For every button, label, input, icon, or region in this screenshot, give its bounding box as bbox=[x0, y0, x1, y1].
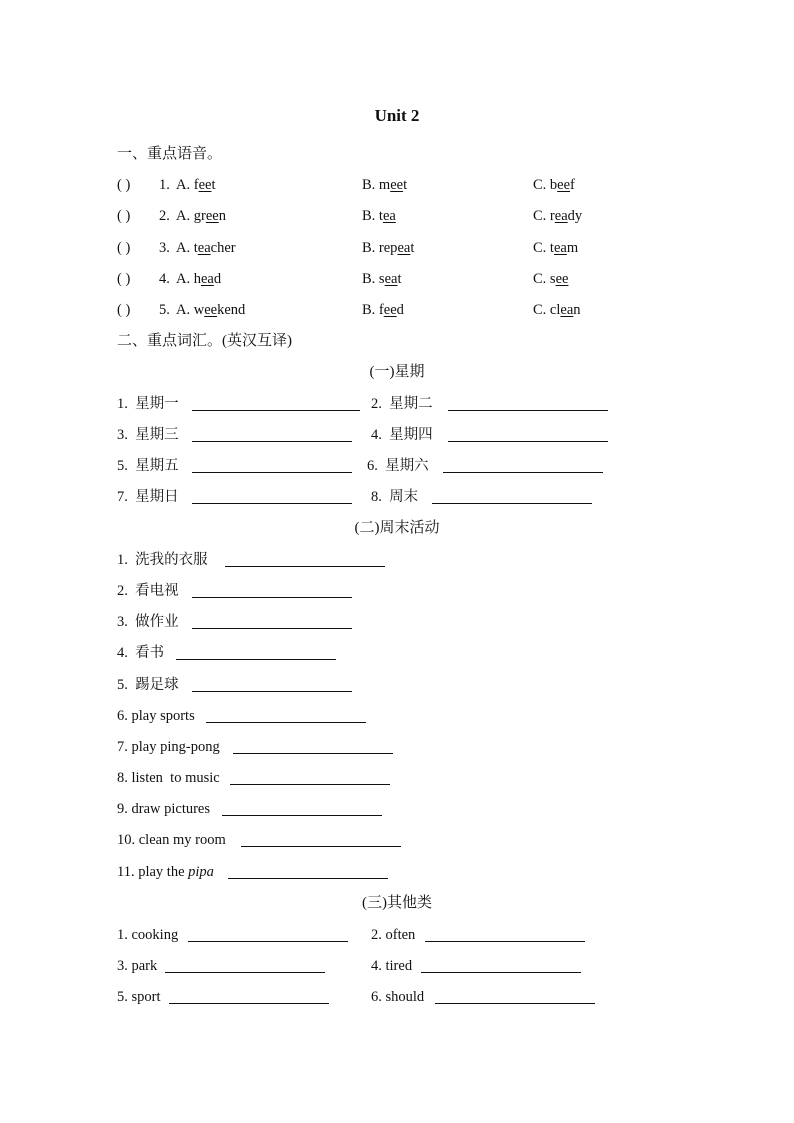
answer-blank[interactable] bbox=[165, 972, 325, 973]
answer-blank[interactable] bbox=[432, 503, 592, 504]
answer-blank[interactable] bbox=[228, 878, 388, 879]
answer-blank[interactable] bbox=[222, 815, 382, 816]
answer-bracket[interactable]: ( ) bbox=[117, 177, 131, 193]
vocab-item: 1. 洗我的衣服 bbox=[117, 552, 208, 568]
vocab-item: 7. 星期日 bbox=[117, 489, 179, 505]
answer-blank[interactable] bbox=[192, 628, 352, 629]
answer-blank[interactable] bbox=[225, 566, 385, 567]
option-a: A. feet bbox=[176, 177, 216, 193]
question-number: 1. bbox=[159, 177, 170, 193]
subsection-title-others: (三)其他类 bbox=[362, 895, 432, 911]
answer-blank[interactable] bbox=[448, 410, 608, 411]
answer-blank[interactable] bbox=[425, 941, 585, 942]
option-b: B. feed bbox=[362, 302, 404, 318]
question-number: 3. bbox=[159, 240, 170, 256]
answer-blank[interactable] bbox=[448, 441, 608, 442]
vocab-item: 2. 星期二 bbox=[371, 396, 433, 412]
answer-blank[interactable] bbox=[435, 1003, 595, 1004]
vocab-item: 6. 星期六 bbox=[367, 458, 429, 474]
vocab-item: 10. clean my room bbox=[117, 832, 226, 848]
answer-blank[interactable] bbox=[188, 941, 348, 942]
answer-blank[interactable] bbox=[241, 846, 401, 847]
vocab-item: 2. 看电视 bbox=[117, 583, 179, 599]
section-heading-vocabulary: 二、重点词汇。(英汉互译) bbox=[117, 333, 292, 349]
answer-blank[interactable] bbox=[176, 659, 336, 660]
option-a: A. head bbox=[176, 271, 222, 287]
option-c: C. team bbox=[533, 240, 579, 256]
vocab-item: 7. play ping-pong bbox=[117, 739, 220, 755]
vocab-item: 8. 周末 bbox=[371, 489, 419, 505]
answer-blank[interactable] bbox=[443, 472, 603, 473]
option-c: C. beef bbox=[533, 177, 575, 193]
answer-bracket[interactable]: ( ) bbox=[117, 240, 131, 256]
vocab-item: 6. play sports bbox=[117, 708, 195, 724]
answer-bracket[interactable]: ( ) bbox=[117, 302, 131, 318]
answer-blank[interactable] bbox=[192, 410, 360, 411]
vocab-item: 1. cooking bbox=[117, 927, 179, 943]
option-a: A. green bbox=[176, 208, 226, 224]
vocab-item: 5. 踢足球 bbox=[117, 677, 179, 693]
vocab-item: 3. park bbox=[117, 958, 158, 974]
subsection-title-weekend-activities: (二)周末活动 bbox=[354, 520, 440, 536]
vocab-item: 5. 星期五 bbox=[117, 458, 179, 474]
answer-blank[interactable] bbox=[192, 597, 352, 598]
option-c: C. clean bbox=[533, 302, 581, 318]
answer-blank[interactable] bbox=[421, 972, 581, 973]
question-number: 5. bbox=[159, 302, 170, 318]
answer-blank[interactable] bbox=[230, 784, 390, 785]
option-c: C. see bbox=[533, 271, 569, 287]
answer-blank[interactable] bbox=[192, 441, 352, 442]
answer-bracket[interactable]: ( ) bbox=[117, 271, 131, 287]
vocab-item: 4. 星期四 bbox=[371, 427, 433, 443]
vocab-item: 5. sport bbox=[117, 989, 161, 1005]
page-title: Unit 2 bbox=[374, 106, 420, 125]
vocab-item: 8. listen to music bbox=[117, 770, 220, 786]
option-b: B. repeat bbox=[362, 240, 415, 256]
subsection-title-weekdays: (一)星期 bbox=[369, 364, 425, 380]
option-c: C. ready bbox=[533, 208, 583, 224]
section-heading-phonics: 一、重点语音。 bbox=[117, 146, 223, 162]
vocab-item: 4. tired bbox=[371, 958, 413, 974]
vocab-item: 4. 看书 bbox=[117, 645, 165, 661]
option-b: B. seat bbox=[362, 271, 402, 287]
answer-blank[interactable] bbox=[192, 691, 352, 692]
vocab-item: 6. should bbox=[371, 989, 425, 1005]
answer-blank[interactable] bbox=[192, 503, 352, 504]
option-b: B. meet bbox=[362, 177, 408, 193]
vocab-item: 11. play the pipa bbox=[117, 864, 214, 880]
question-number: 4. bbox=[159, 271, 170, 287]
answer-bracket[interactable]: ( ) bbox=[117, 208, 131, 224]
option-b: B. tea bbox=[362, 208, 396, 224]
vocab-item: 3. 做作业 bbox=[117, 614, 179, 630]
vocab-item: 3. 星期三 bbox=[117, 427, 179, 443]
answer-blank[interactable] bbox=[192, 472, 352, 473]
answer-blank[interactable] bbox=[233, 753, 393, 754]
vocab-item: 1. 星期一 bbox=[117, 396, 179, 412]
option-a: A. teacher bbox=[176, 240, 236, 256]
question-number: 2. bbox=[159, 208, 170, 224]
option-a: A. weekend bbox=[176, 302, 246, 318]
answer-blank[interactable] bbox=[206, 722, 366, 723]
answer-blank[interactable] bbox=[169, 1003, 329, 1004]
vocab-item: 9. draw pictures bbox=[117, 801, 211, 817]
vocab-item: 2. often bbox=[371, 927, 416, 943]
